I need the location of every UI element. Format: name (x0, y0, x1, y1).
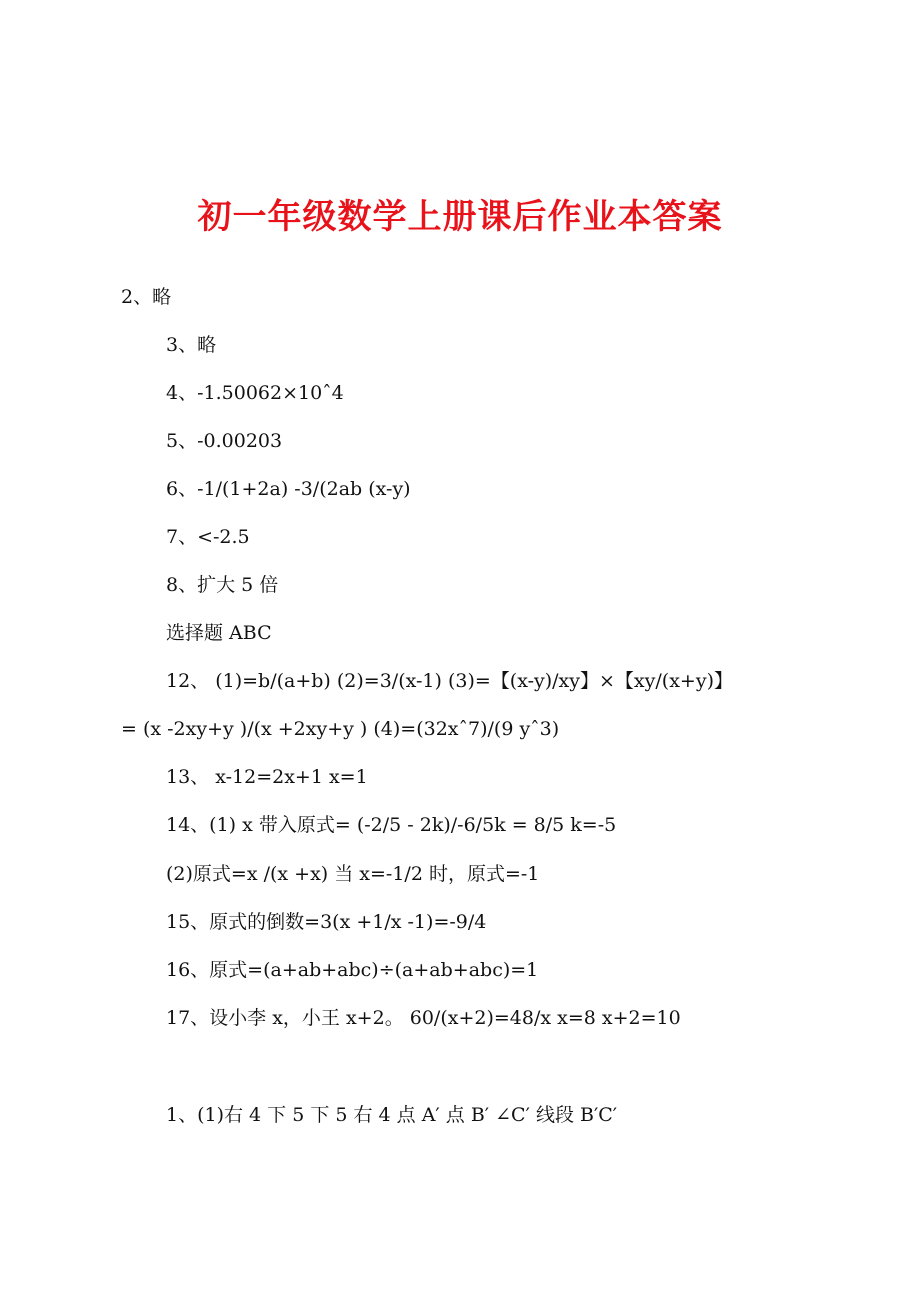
answer-line: = (x -2xy+y )/(x +2xy+y ) (4)=(32xˆ7)/(9 yˆ3) (121, 718, 560, 740)
answer-line: (2)原式=x /(x +x) 当 x=-1/2 时，原式=-1 (166, 863, 540, 885)
answer-line: 2、略 (121, 286, 172, 308)
answer-line: 13、 x-12=2x+1 x=1 (166, 766, 368, 788)
answer-line: 14、(1) x 带入原式= (-2/5 - 2k)/-6/5k = 8/5 k=-5 (166, 814, 617, 836)
answer-line: 16、原式=(a+ab+abc)÷(a+ab+abc)=1 (166, 959, 539, 981)
answer-line: 15、原式的倒数=3(x +1/x -1)=-9/4 (166, 911, 487, 933)
answer-line: 1、(1)右 4 下 5 下 5 右 4 点 A′ 点 B′ ∠C′ 线段 B′C′ (166, 1104, 618, 1126)
answer-line: 3、略 (166, 334, 217, 356)
answer-line: 17、设小李 x，小王 x+2。 60/(x+2)=48/x x=8 x+2=10 (166, 1007, 681, 1029)
answer-line: 4、-1.50062×10ˆ4 (166, 382, 344, 404)
answer-line: 5、-0.00203 (166, 430, 283, 452)
answer-line: 6、-1/(1+2a) -3/(2ab (x-y) (166, 478, 411, 500)
answer-line: 7、<-2.5 (166, 526, 250, 548)
answer-line: 12、 (1)=b/(a+b) (2)=3/(x-1) (3)=【(x-y)/xy】×【xy/(x+y)】 (166, 670, 733, 692)
answer-line: 选择题 ABC (166, 622, 272, 644)
document-title: 初一年级数学上册课后作业本答案 (197, 197, 723, 237)
answer-line: 8、扩大 5 倍 (166, 574, 279, 596)
